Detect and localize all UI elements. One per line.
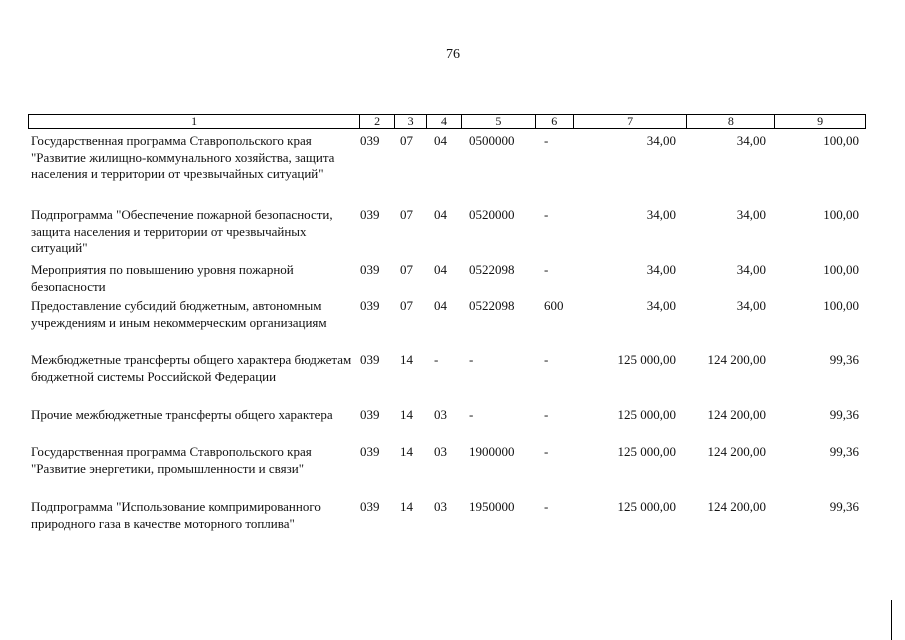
row-col-2: 039	[360, 207, 380, 222]
row-col-8: 124 200,00	[707, 352, 766, 367]
row-col-9: 99,36	[829, 444, 859, 459]
row-col-5: 0500000	[469, 133, 515, 148]
row-col-2: 039	[360, 133, 380, 148]
row-col-3: 14	[400, 407, 413, 422]
row-col-6: -	[544, 133, 549, 148]
row-col-3: 14	[400, 444, 413, 459]
row-col-8: 34,00	[736, 298, 766, 313]
row-col-3: 14	[400, 499, 413, 514]
row-col-9: 100,00	[823, 262, 859, 277]
row-name: Подпрограмма "Использование компримированного природного газа в качестве моторного топлива"	[31, 499, 321, 531]
row-col-6: -	[544, 444, 549, 459]
row-name: Государственная программа Ставропольского края "Развитие энергетики, промышленности и связи"	[31, 444, 312, 476]
header-col-5: 5	[462, 115, 536, 128]
row-col-5: 0522098	[469, 298, 515, 313]
row-col-8: 124 200,00	[707, 444, 766, 459]
row-col-4: 03	[434, 499, 447, 514]
row-col-5: 1950000	[469, 499, 515, 514]
row-col-8: 124 200,00	[707, 499, 766, 514]
row-col-4: -	[434, 352, 439, 367]
header-col-7: 7	[574, 115, 688, 128]
row-col-7: 34,00	[646, 298, 676, 313]
row-col-4: 03	[434, 407, 447, 422]
row-col-6: -	[544, 352, 549, 367]
row-col-8: 34,00	[736, 262, 766, 277]
row-col-7: 125 000,00	[617, 352, 676, 367]
header-col-1: 1	[29, 115, 360, 128]
header-col-2: 2	[360, 115, 395, 128]
row-col-4: 04	[434, 207, 447, 222]
row-col-8: 124 200,00	[707, 407, 766, 422]
row-col-7: 125 000,00	[617, 444, 676, 459]
row-col-2: 039	[360, 352, 380, 367]
page-number: 76	[446, 47, 460, 62]
row-name: Межбюджетные трансферты общего характера бюджетам бюджетной системы Российской Федерации	[31, 352, 352, 384]
row-col-7: 34,00	[646, 207, 676, 222]
row-col-7: 125 000,00	[617, 407, 676, 422]
row-col-2: 039	[360, 298, 380, 313]
row-col-4: 04	[434, 133, 447, 148]
row-col-3: 07	[400, 298, 413, 313]
row-col-3: 07	[400, 262, 413, 277]
row-col-7: 34,00	[646, 133, 676, 148]
row-col-9: 99,36	[829, 407, 859, 422]
table-header	[28, 114, 866, 129]
row-col-9: 99,36	[829, 352, 859, 367]
row-col-9: 100,00	[823, 133, 859, 148]
row-col-8: 34,00	[736, 133, 766, 148]
header-col-8: 8	[687, 115, 775, 128]
row-col-2: 039	[360, 407, 380, 422]
row-col-9: 100,00	[823, 298, 859, 313]
row-name: Предоставление субсидий бюджетным, автономным учреждениям и иным некоммерческим организациям	[31, 298, 327, 330]
row-col-9: 99,36	[829, 499, 859, 514]
row-col-2: 039	[360, 262, 380, 277]
header-col-4: 4	[427, 115, 462, 128]
row-name: Мероприятия по повышению уровня пожарной безопасности	[31, 262, 294, 294]
row-col-3: 07	[400, 207, 413, 222]
header-col-9: 9	[817, 114, 824, 128]
row-col-6: -	[544, 262, 549, 277]
row-col-8: 34,00	[736, 207, 766, 222]
header-col-6: 6	[536, 115, 574, 128]
row-col-7: 125 000,00	[617, 499, 676, 514]
row-col-4: 04	[434, 298, 447, 313]
row-col-3: 14	[400, 352, 413, 367]
row-col-5: 1900000	[469, 444, 515, 459]
header-col-3: 3	[395, 115, 427, 128]
row-col-4: 03	[434, 444, 447, 459]
row-name: Прочие межбюджетные трансферты общего характера	[31, 407, 333, 422]
row-col-6: -	[544, 407, 549, 422]
row-col-6: -	[544, 207, 549, 222]
page-edge-line	[891, 600, 892, 640]
row-col-6: -	[544, 499, 549, 514]
row-col-4: 04	[434, 262, 447, 277]
row-col-5: 0522098	[469, 262, 515, 277]
row-name: Подпрограмма "Обеспечение пожарной безопасности, защита населения и территории от чрезвычайных ситуаций"	[31, 207, 333, 255]
row-col-6: 600	[544, 298, 564, 313]
row-col-3: 07	[400, 133, 413, 148]
row-col-9: 100,00	[823, 207, 859, 222]
row-col-5: -	[469, 407, 474, 422]
row-col-5: -	[469, 352, 474, 367]
row-col-2: 039	[360, 499, 380, 514]
row-name: Государственная программа Ставропольского края "Развитие жилищно-коммунального хозяйства, защита населения и территории от чрезвычайных ситуаций"	[31, 133, 335, 181]
row-col-7: 34,00	[646, 262, 676, 277]
row-col-2: 039	[360, 444, 380, 459]
row-col-5: 0520000	[469, 207, 515, 222]
